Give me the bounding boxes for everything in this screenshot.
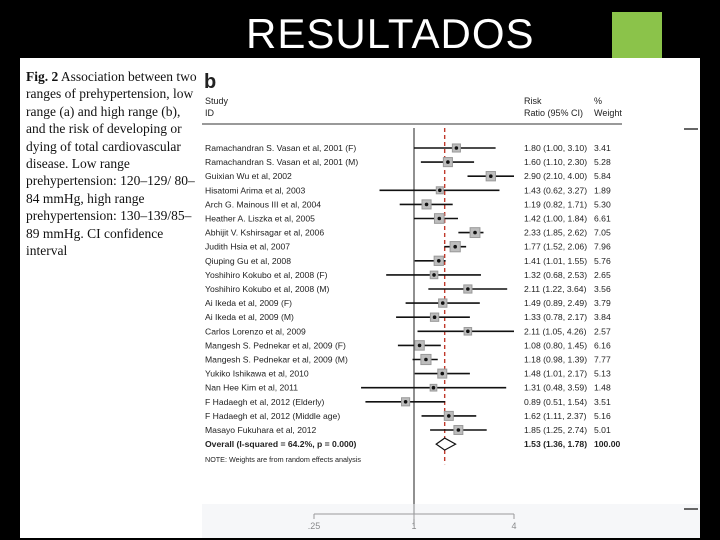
study-name: Ai Ikeda et al, 2009 (M) <box>205 312 294 323</box>
point-estimate <box>432 273 436 277</box>
point-estimate <box>425 203 429 207</box>
study-name: Masayo Fukuhara et al, 2012 <box>205 425 317 435</box>
forest-plot-panel <box>202 58 700 538</box>
col-id-header: ID <box>205 108 214 118</box>
risk-ratio-value: 1.77 (1.52, 2.06) <box>524 241 588 252</box>
weights-note: NOTE: Weights are from random effects analysis <box>205 455 361 465</box>
point-estimate <box>447 414 451 418</box>
panel-letter: b <box>204 71 217 93</box>
weight-value: 1.89 <box>594 185 611 196</box>
study-name: Ai Ikeda et al, 2009 (F) <box>205 298 292 309</box>
risk-ratio-value: 1.33 (0.78, 2.17) <box>524 312 588 323</box>
weight-value: 7.05 <box>594 227 611 238</box>
risk-ratio-value: 1.48 (1.01, 2.17) <box>524 368 588 379</box>
point-estimate <box>455 146 459 150</box>
col-weight-header: Weight <box>594 108 622 118</box>
overall-weight-value: 100.00 <box>594 439 621 450</box>
risk-ratio-value: 1.49 (0.89, 2.49) <box>524 298 588 309</box>
weight-value: 3.79 <box>594 298 611 309</box>
accent-square <box>612 12 662 62</box>
axis-band <box>202 504 700 538</box>
weight-value: 2.65 <box>594 269 611 280</box>
risk-ratio-value: 2.11 (1.05, 4.26) <box>524 326 587 337</box>
risk-ratio-value: 1.32 (0.68, 2.53) <box>524 269 588 280</box>
point-estimate <box>466 287 470 291</box>
weight-value: 5.30 <box>594 199 611 210</box>
slide-divider-bottom <box>684 508 698 510</box>
weight-value: 5.16 <box>594 410 611 421</box>
study-name: Yukiko Ishikawa et al, 2010 <box>205 368 309 379</box>
point-estimate <box>437 259 441 263</box>
point-estimate <box>404 400 408 404</box>
point-estimate <box>473 231 477 235</box>
study-name: Heather A. Liszka et al, 2005 <box>205 213 315 224</box>
point-estimate <box>418 344 422 348</box>
risk-ratio-value: 1.08 (0.80, 1.45) <box>524 340 588 351</box>
study-name: F Hadaegh et al, 2012 (Elderly) <box>205 396 325 407</box>
risk-ratio-value: 2.33 (1.85, 2.62) <box>524 227 588 238</box>
caption-text: Association between two ranges of prehypertension, low range (a) and high range (b), and the risk of developing or dying of total cardiovascular disease. Low range prehypertension: 120–129/ 80–84 mmHg, high range prehypertension: 130–139/85–89 mmHg. CI confidence interval <box>26 69 197 259</box>
caption-panel <box>20 58 202 538</box>
overall-diamond <box>436 438 455 450</box>
weight-value: 7.96 <box>594 241 611 252</box>
point-estimate <box>433 315 437 319</box>
col-risk-header: Risk <box>524 96 542 106</box>
point-estimate <box>438 189 442 193</box>
study-name: Yoshihiro Kokubo et al, 2008 (M) <box>205 284 330 294</box>
point-estimate <box>424 358 428 362</box>
study-name: Arch G. Mainous III et al, 2004 <box>205 199 322 210</box>
risk-ratio-value: 1.31 (0.48, 3.59) <box>524 382 588 393</box>
col-ratio-header: Ratio (95% CI) <box>524 108 584 118</box>
overall-ratio-value: 1.53 (1.36, 1.78) <box>524 439 588 450</box>
caption-label: Fig. 2 <box>26 69 59 84</box>
risk-ratio-value: 0.89 (0.51, 1.54) <box>524 396 588 407</box>
point-estimate <box>466 330 470 334</box>
point-estimate <box>457 428 461 432</box>
study-name: Hisatomi Arima et al, 2003 <box>205 185 306 196</box>
risk-ratio-value: 1.42 (1.00, 1.84) <box>524 213 588 224</box>
study-name: Nan Hee Kim et al, 2011 <box>205 382 298 393</box>
risk-ratio-value: 1.62 (1.11, 2.37) <box>524 410 587 421</box>
point-estimate <box>446 160 450 164</box>
study-name: Mangesh S. Pednekar et al, 2009 (M) <box>205 354 348 365</box>
risk-ratio-value: 2.90 (2.10, 4.00) <box>524 171 588 182</box>
slide-title: RESULTADOS <box>246 10 535 57</box>
weight-value: 6.61 <box>594 213 611 224</box>
study-name: Judith Hsia et al, 2007 <box>205 241 291 252</box>
study-name: Ramachandran S. Vasan et al, 2001 (M) <box>205 157 359 168</box>
study-name: Qiuping Gu et al, 2008 <box>205 255 291 266</box>
weight-value: 1.48 <box>594 382 611 393</box>
point-estimate <box>437 217 441 221</box>
weight-value: 2.57 <box>594 326 611 337</box>
point-estimate <box>440 372 444 376</box>
risk-ratio-value: 1.43 (0.62, 3.27) <box>524 185 588 196</box>
study-name: Guixian Wu et al, 2002 <box>205 171 292 182</box>
col-study-header: Study <box>205 96 229 106</box>
slide-divider-top <box>684 128 698 130</box>
weight-value: 5.76 <box>594 255 611 266</box>
risk-ratio-value: 1.85 (1.25, 2.74) <box>524 425 588 435</box>
weight-value: 5.28 <box>594 157 611 168</box>
risk-ratio-value: 1.19 (0.82, 1.71) <box>524 199 588 210</box>
study-name: Abhijit V. Kshirsagar et al, 2006 <box>205 227 325 238</box>
weight-value: 3.84 <box>594 312 611 323</box>
point-estimate <box>441 301 445 305</box>
risk-ratio-value: 2.11 (1.22, 3.64) <box>524 284 587 294</box>
weight-value: 5.84 <box>594 171 611 182</box>
forest-plot <box>202 58 700 538</box>
risk-ratio-value: 1.80 (1.00, 3.10) <box>524 143 588 153</box>
study-name: F Hadaegh et al, 2012 (Middle age) <box>205 410 341 421</box>
weight-value: 6.16 <box>594 340 611 351</box>
overall-label: Overall (I-squared = 64.2%, p = 0.000) <box>205 439 357 450</box>
risk-ratio-value: 1.41 (1.01, 1.55) <box>524 255 588 266</box>
study-name: Carlos Lorenzo et al, 2009 <box>205 326 306 337</box>
point-estimate <box>453 245 457 249</box>
point-estimate <box>432 386 436 390</box>
risk-ratio-value: 1.60 (1.10, 2.30) <box>524 157 588 168</box>
weight-value: 5.01 <box>594 425 611 435</box>
risk-ratio-value: 1.18 (0.98, 1.39) <box>524 354 588 365</box>
weight-value: 3.56 <box>594 284 611 294</box>
weight-value: 5.13 <box>594 368 611 379</box>
weight-value: 3.41 <box>594 143 611 153</box>
point-estimate <box>489 174 493 178</box>
study-name: Ramachandran S. Vasan et al, 2001 (F) <box>205 143 357 153</box>
weight-value: 3.51 <box>594 396 611 407</box>
weight-value: 7.77 <box>594 354 611 365</box>
figure-caption <box>26 68 198 259</box>
col-pct-header: % <box>594 96 603 106</box>
study-name: Mangesh S. Pednekar et al, 2009 (F) <box>205 340 346 351</box>
study-name: Yoshihiro Kokubo et al, 2008 (F) <box>205 269 328 280</box>
